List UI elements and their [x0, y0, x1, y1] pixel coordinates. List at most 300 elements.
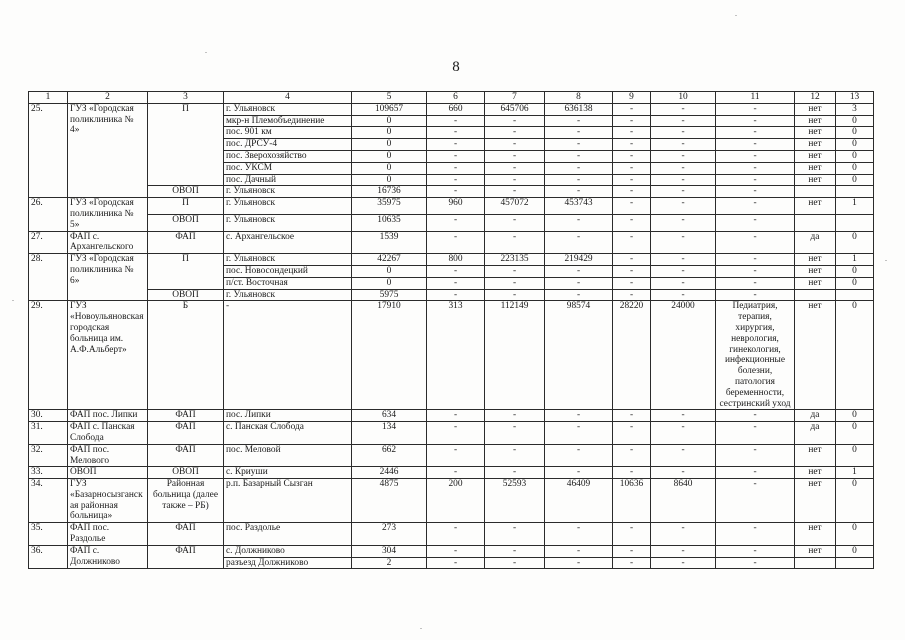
value-c8: 219429: [545, 254, 613, 266]
value-c7: -: [485, 231, 545, 254]
column-header: 7: [485, 92, 545, 104]
value-c6: 313: [427, 301, 485, 410]
value-c9: 10636: [613, 479, 651, 523]
table-row: [29, 545, 874, 557]
value-c8: -: [545, 265, 613, 277]
value-c11: -: [716, 127, 795, 139]
value-c8: 453743: [545, 198, 613, 215]
value-c12: нет: [795, 265, 836, 277]
table-row: [29, 231, 874, 254]
settlement: пос. Липки: [224, 410, 352, 422]
value-c7: -: [485, 139, 545, 151]
facility-type: ОВОП: [148, 186, 224, 198]
value-c7: 112149: [485, 301, 545, 410]
row-number: 33.: [29, 467, 68, 479]
settlement: г. Ульяновск: [224, 103, 352, 115]
value-c12: нет: [795, 127, 836, 139]
value-c8: -: [545, 214, 613, 231]
value-c7: -: [485, 115, 545, 127]
value-c10: -: [651, 523, 716, 546]
table-row: [29, 301, 874, 410]
settlement: п/ст. Восточная: [224, 277, 352, 289]
value-c12: нет: [795, 139, 836, 151]
value-c11: -: [716, 214, 795, 231]
value-c12: нет: [795, 523, 836, 546]
value-c6: -: [427, 557, 485, 569]
value-c10: -: [651, 444, 716, 467]
value-c13: 1: [836, 467, 874, 479]
value-c8: -: [545, 162, 613, 174]
value-c11: -: [716, 410, 795, 422]
value-c6: -: [427, 265, 485, 277]
value-c7: 52593: [485, 479, 545, 523]
value-c13: 0: [836, 277, 874, 289]
facility-type: ФАП: [148, 422, 224, 445]
value-c13: 0: [836, 444, 874, 467]
value-c10: -: [651, 277, 716, 289]
value-c6: -: [427, 214, 485, 231]
value-c7: -: [485, 214, 545, 231]
facility-name: ФАП с. Должниково: [68, 545, 148, 569]
facility-type: П: [148, 198, 224, 215]
value-c6: -: [427, 115, 485, 127]
value-c8: 636138: [545, 103, 613, 115]
settlement: разъезд Должниково: [224, 557, 352, 569]
table-row: [29, 186, 874, 198]
value-c11: -: [716, 103, 795, 115]
value-c5: 0: [352, 162, 427, 174]
value-c5: 0: [352, 277, 427, 289]
value-c13: 1: [836, 198, 874, 215]
column-header: 9: [613, 92, 651, 104]
value-c12: нет: [795, 467, 836, 479]
value-c13: [836, 557, 874, 569]
column-header: 5: [352, 92, 427, 104]
facility-name: ФАП пос. Мелового: [68, 444, 148, 467]
table-row: [29, 289, 874, 301]
settlement: с. Архангельское: [224, 231, 352, 254]
value-c12: нет: [795, 277, 836, 289]
facility-type: ФАП: [148, 444, 224, 467]
value-c6: -: [427, 444, 485, 467]
column-header: 6: [427, 92, 485, 104]
value-c10: -: [651, 231, 716, 254]
table-row: [29, 214, 874, 231]
value-c12: нет: [795, 254, 836, 266]
value-c7: -: [485, 150, 545, 162]
settlement: г. Ульяновск: [224, 214, 352, 231]
value-c5: 109657: [352, 103, 427, 115]
value-c12: нет: [795, 103, 836, 115]
value-c13: 0: [836, 115, 874, 127]
value-c12: нет: [795, 115, 836, 127]
value-c11: -: [716, 198, 795, 215]
value-c8: -: [545, 127, 613, 139]
table-row: [29, 198, 874, 215]
settlement: с. Панская Слобода: [224, 422, 352, 445]
table-row: [29, 467, 874, 479]
settlement: г. Ульяновск: [224, 186, 352, 198]
value-c10: -: [651, 410, 716, 422]
value-c6: -: [427, 162, 485, 174]
settlement: пос. УКСМ: [224, 162, 352, 174]
value-c8: -: [545, 523, 613, 546]
row-number: 35.: [29, 523, 68, 546]
settlement: с. Должниково: [224, 545, 352, 557]
column-header: 13: [836, 92, 874, 104]
value-c10: -: [651, 186, 716, 198]
value-c8: -: [545, 467, 613, 479]
value-c9: -: [613, 545, 651, 557]
table-row: [29, 479, 874, 523]
value-c10: -: [651, 254, 716, 266]
value-c13: [836, 289, 874, 301]
value-c9: -: [613, 139, 651, 151]
value-c6: -: [427, 523, 485, 546]
value-c12: нет: [795, 150, 836, 162]
value-c6: -: [427, 277, 485, 289]
value-c13: 0: [836, 174, 874, 186]
value-c6: -: [427, 545, 485, 557]
value-c6: 200: [427, 479, 485, 523]
scan-speck: [420, 628, 422, 629]
value-c7: -: [485, 265, 545, 277]
value-c9: -: [613, 265, 651, 277]
column-header: 4: [224, 92, 352, 104]
value-c5: 17910: [352, 301, 427, 410]
value-c10: -: [651, 557, 716, 569]
facility-type: ОВОП: [148, 289, 224, 301]
facility-name: ГУЗ «Городская поликлиника № 4»: [68, 103, 148, 197]
column-header: 1: [29, 92, 68, 104]
value-c9: -: [613, 422, 651, 445]
settlement: пос. 901 км: [224, 127, 352, 139]
column-header: 3: [148, 92, 224, 104]
value-c8: -: [545, 150, 613, 162]
value-c5: 5975: [352, 289, 427, 301]
value-c13: 0: [836, 545, 874, 557]
scan-speck: [12, 300, 14, 301]
value-c7: -: [485, 174, 545, 186]
value-c7: -: [485, 410, 545, 422]
value-c8: -: [545, 186, 613, 198]
value-c12: да: [795, 231, 836, 254]
value-c11: -: [716, 422, 795, 445]
facility-type: ОВОП: [148, 214, 224, 231]
row-number: 34.: [29, 479, 68, 523]
value-c8: -: [545, 289, 613, 301]
value-c8: -: [545, 444, 613, 467]
value-c9: -: [613, 198, 651, 215]
value-c12: [795, 289, 836, 301]
value-c9: -: [613, 115, 651, 127]
value-c11: -: [716, 254, 795, 266]
facility-type: Районная больница (далее также – РБ): [148, 479, 224, 523]
value-c9: 28220: [613, 301, 651, 410]
scan-speck: [205, 52, 207, 53]
table-row: [29, 254, 874, 266]
value-c5: 273: [352, 523, 427, 546]
value-c10: -: [651, 115, 716, 127]
value-c5: 2: [352, 557, 427, 569]
value-c8: -: [545, 139, 613, 151]
value-c9: -: [613, 186, 651, 198]
value-c11: -: [716, 479, 795, 523]
value-c6: -: [427, 150, 485, 162]
value-c7: -: [485, 557, 545, 569]
value-c13: 0: [836, 479, 874, 523]
table-row: [29, 103, 874, 115]
value-c9: -: [613, 254, 651, 266]
value-c10: -: [651, 198, 716, 215]
value-c5: 2446: [352, 467, 427, 479]
value-c11: -: [716, 265, 795, 277]
value-c12: нет: [795, 444, 836, 467]
value-c9: -: [613, 523, 651, 546]
value-c13: 0: [836, 127, 874, 139]
value-c10: -: [651, 150, 716, 162]
value-c13: 0: [836, 422, 874, 445]
value-c11: -: [716, 444, 795, 467]
value-c10: 8640: [651, 479, 716, 523]
value-c7: -: [485, 545, 545, 557]
column-header: 11: [716, 92, 795, 104]
value-c10: -: [651, 103, 716, 115]
value-c7: 645706: [485, 103, 545, 115]
facility-type: ФАП: [148, 545, 224, 569]
value-c5: 0: [352, 115, 427, 127]
value-c13: 0: [836, 301, 874, 410]
settlement: г. Ульяновск: [224, 254, 352, 266]
value-c6: -: [427, 186, 485, 198]
facility-name: ФАП пос. Липки: [68, 410, 148, 422]
value-c9: -: [613, 127, 651, 139]
value-c8: -: [545, 174, 613, 186]
value-c6: -: [427, 174, 485, 186]
value-c8: -: [545, 231, 613, 254]
column-numbers-row: [29, 92, 874, 104]
value-c7: -: [485, 162, 545, 174]
value-c7: -: [485, 467, 545, 479]
value-c6: -: [427, 127, 485, 139]
settlement: пос. Раздолье: [224, 523, 352, 546]
value-c10: -: [651, 422, 716, 445]
value-c5: 4875: [352, 479, 427, 523]
value-c5: 0: [352, 139, 427, 151]
value-c8: -: [545, 115, 613, 127]
value-c6: -: [427, 467, 485, 479]
value-c6: -: [427, 422, 485, 445]
value-c5: 304: [352, 545, 427, 557]
value-c13: 0: [836, 150, 874, 162]
row-number: 28.: [29, 254, 68, 301]
value-c10: -: [651, 127, 716, 139]
value-c12: да: [795, 422, 836, 445]
table-row: [29, 523, 874, 546]
value-c5: 134: [352, 422, 427, 445]
value-c6: 800: [427, 254, 485, 266]
facility-type: ФАП: [148, 523, 224, 546]
settlement: г. Ульяновск: [224, 198, 352, 215]
value-c10: -: [651, 467, 716, 479]
value-c11: -: [716, 289, 795, 301]
value-c7: -: [485, 422, 545, 445]
profiles-text: Педиатрия, терапия, хирургия, неврология, гинекология, инфекционные болезни, патология беременности, сестринский уход: [716, 301, 795, 410]
value-c9: -: [613, 103, 651, 115]
value-c11: -: [716, 467, 795, 479]
value-c11: -: [716, 186, 795, 198]
facility-name: ФАП с. Архангельского: [68, 231, 148, 254]
facility-name: ГУЗ «Городская поликлиника № 5»: [68, 198, 148, 231]
value-c11: -: [716, 231, 795, 254]
value-c5: 0: [352, 265, 427, 277]
value-c7: -: [485, 277, 545, 289]
row-number: 29.: [29, 301, 68, 410]
value-c10: -: [651, 139, 716, 151]
scan-speck: [735, 15, 737, 16]
value-c13: 0: [836, 231, 874, 254]
value-c9: -: [613, 231, 651, 254]
value-c6: -: [427, 139, 485, 151]
facility-type: Б: [148, 301, 224, 410]
row-number: 31.: [29, 422, 68, 445]
facility-name: ГУЗ «Новоульяновская городская больница им. А.Ф.Альберт»: [68, 301, 148, 410]
value-c8: -: [545, 545, 613, 557]
facility-name: ГУЗ «Городская поликлиника № 6»: [68, 254, 148, 301]
facility-type: П: [148, 103, 224, 186]
value-c12: нет: [795, 174, 836, 186]
value-c7: -: [485, 127, 545, 139]
value-c12: [795, 214, 836, 231]
scan-speck: [885, 260, 887, 261]
row-number: 30.: [29, 410, 68, 422]
value-c13: 1: [836, 254, 874, 266]
value-c9: -: [613, 174, 651, 186]
value-c12: нет: [795, 301, 836, 410]
facility-type: П: [148, 254, 224, 289]
value-c11: -: [716, 174, 795, 186]
value-c5: 42267: [352, 254, 427, 266]
facility-type: ФАП: [148, 231, 224, 254]
value-c10: -: [651, 265, 716, 277]
facility-name: ОВОП: [68, 467, 148, 479]
value-c5: 10635: [352, 214, 427, 231]
settlement: пос. ДРСУ-4: [224, 139, 352, 151]
value-c12: нет: [795, 545, 836, 557]
settlement: пос. Новосондецкий: [224, 265, 352, 277]
value-c9: -: [613, 467, 651, 479]
value-c7: 223135: [485, 254, 545, 266]
value-c10: -: [651, 289, 716, 301]
value-c9: -: [613, 214, 651, 231]
settlement: мкр-н Племобъединение: [224, 115, 352, 127]
value-c10: -: [651, 174, 716, 186]
value-c13: [836, 186, 874, 198]
value-c12: [795, 186, 836, 198]
value-c5: 0: [352, 127, 427, 139]
value-c13: 0: [836, 162, 874, 174]
value-c12: нет: [795, 198, 836, 215]
value-c9: -: [613, 277, 651, 289]
value-c6: 660: [427, 103, 485, 115]
value-c13: 0: [836, 139, 874, 151]
value-c11: -: [716, 523, 795, 546]
value-c5: 634: [352, 410, 427, 422]
settlement: с. Криуши: [224, 467, 352, 479]
value-c7: 457072: [485, 198, 545, 215]
value-c9: -: [613, 557, 651, 569]
value-c5: 1539: [352, 231, 427, 254]
row-number: 36.: [29, 545, 68, 569]
value-c12: да: [795, 410, 836, 422]
facility-name: ФАП с. Панская Слобода: [68, 422, 148, 445]
value-c8: -: [545, 277, 613, 289]
value-c5: 35975: [352, 198, 427, 215]
column-header: 2: [68, 92, 148, 104]
value-c13: 0: [836, 523, 874, 546]
settlement: -: [224, 301, 352, 410]
table-row: [29, 422, 874, 445]
value-c5: 16736: [352, 186, 427, 198]
value-c7: -: [485, 289, 545, 301]
value-c6: -: [427, 231, 485, 254]
value-c13: 3: [836, 103, 874, 115]
value-c6: -: [427, 289, 485, 301]
row-number: 32.: [29, 444, 68, 467]
value-c9: -: [613, 289, 651, 301]
value-c8: -: [545, 410, 613, 422]
settlement: пос. Дачный: [224, 174, 352, 186]
value-c8: -: [545, 422, 613, 445]
value-c13: [836, 214, 874, 231]
value-c10: -: [651, 162, 716, 174]
value-c12: [795, 557, 836, 569]
value-c6: -: [427, 410, 485, 422]
row-number: 25.: [29, 103, 68, 197]
value-c9: -: [613, 410, 651, 422]
value-c11: -: [716, 277, 795, 289]
page-number: 8: [452, 59, 460, 75]
facilities-table: [28, 91, 874, 569]
row-number: 27.: [29, 231, 68, 254]
column-header: 10: [651, 92, 716, 104]
value-c9: -: [613, 162, 651, 174]
facility-type: ФАП: [148, 410, 224, 422]
settlement: г. Ульяновск: [224, 289, 352, 301]
column-header: 8: [545, 92, 613, 104]
value-c12: нет: [795, 162, 836, 174]
value-c10: -: [651, 545, 716, 557]
value-c9: -: [613, 444, 651, 467]
value-c8: 98574: [545, 301, 613, 410]
value-c13: 0: [836, 410, 874, 422]
value-c8: -: [545, 557, 613, 569]
value-c9: -: [613, 150, 651, 162]
column-header: 12: [795, 92, 836, 104]
table-row: [29, 444, 874, 467]
value-c12: нет: [795, 479, 836, 523]
row-number: 26.: [29, 198, 68, 231]
value-c5: 0: [352, 150, 427, 162]
table-row: [29, 410, 874, 422]
value-c6: 960: [427, 198, 485, 215]
value-c5: 0: [352, 174, 427, 186]
value-c11: -: [716, 557, 795, 569]
facility-name: ГУЗ «Базарносызганская районная больница»: [68, 479, 148, 523]
settlement: р.п. Базарный Сызган: [224, 479, 352, 523]
facility-name: ФАП пос. Раздолье: [68, 523, 148, 546]
facility-type: ОВОП: [148, 467, 224, 479]
